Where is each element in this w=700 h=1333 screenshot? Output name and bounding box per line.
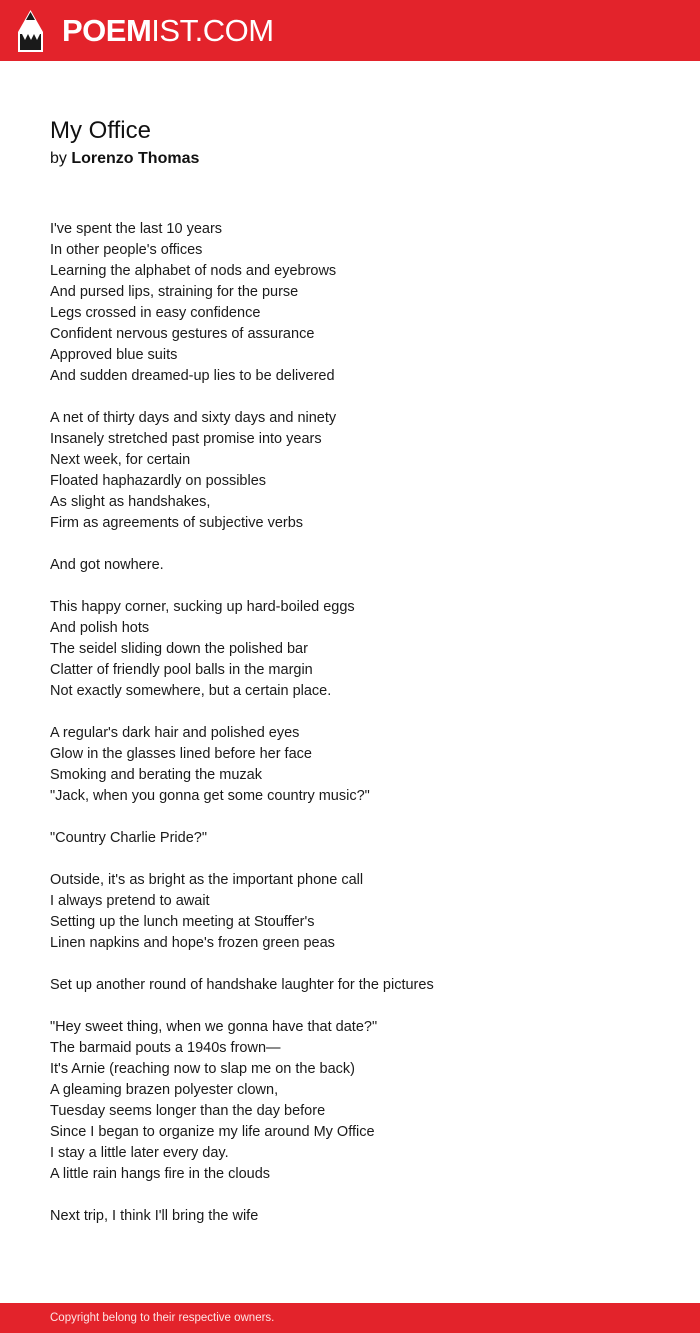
poem-line: Confident nervous gestures of assurance [50,326,315,342]
poem-line: "Country Charlie Pride?" [50,830,207,846]
by-label: by [50,150,67,167]
poem-line: The seidel sliding down the polished bar [50,641,308,657]
author-name: Lorenzo Thomas [71,150,200,167]
poem-line: Floated haphazardly on possibles [50,473,267,489]
poem-line: "Hey sweet thing, when we gonna have that date?" [50,1019,378,1035]
poem-line: This happy corner, sucking up hard-boiled eggs [50,599,355,615]
poem-line: Firm as agreements of subjective verbs [50,515,304,531]
stanza-break [50,702,650,723]
stanza-break [50,954,650,975]
poem-line: A net of thirty days and sixty days and ninety [50,410,337,426]
stanza-break [50,387,650,408]
poem-body [50,219,650,1227]
poem-line: A regular's dark hair and polished eyes [50,725,300,741]
stanza-break [50,807,650,828]
poem-line: Linen napkins and hope's frozen green peas [50,935,335,951]
poem-line: I've spent the last 10 years [50,221,223,237]
poem-line: Setting up the lunch meeting at Stouffer's [50,914,315,930]
logo-bold-text: POEM [62,13,152,48]
poem-line: I stay a little later every day. [50,1145,229,1161]
stanza-break [50,534,650,555]
poem-line: Not exactly somewhere, but a certain place. [50,683,332,699]
poem-line: Outside, it's as bright as the important phone call [50,872,364,888]
poem-line: The barmaid pouts a 1940s frown— [50,1040,281,1056]
poem-line: Next week, for certain [50,452,191,468]
site-header [0,0,700,61]
poem-line: And sudden dreamed-up lies to be delivered [50,368,335,384]
poem-line: And pursed lips, straining for the purse [50,284,299,300]
poem-line: Since I began to organize my life around My Office [50,1124,375,1140]
poem-line: Tuesday seems longer than the day before [50,1103,326,1119]
poem-line: A little rain hangs fire in the clouds [50,1166,271,1182]
site-footer [0,1303,700,1333]
site-logo[interactable] [62,12,274,50]
poem-line: Insanely stretched past promise into years [50,431,322,447]
poem-title: My Office [50,117,151,144]
poem-line: A gleaming brazen polyester clown, [50,1082,279,1098]
stanza-break [50,996,650,1017]
stanza-break [50,849,650,870]
poem-line: Smoking and berating the muzak [50,767,262,783]
pencil-tip-icon[interactable] [18,10,43,52]
poem-line: Glow in the glasses lined before her face [50,746,312,762]
poem-line: It's Arnie (reaching now to slap me on the back) [50,1061,356,1077]
logo-rest-text: IST.COM [151,13,274,48]
poem-line: Approved blue suits [50,347,178,363]
copyright-text: Copyright belong to their respective owners. [50,1312,275,1324]
poem-line: I always pretend to await [50,893,210,909]
poem-line: "Jack, when you gonna get some country music?" [50,788,370,804]
poem-line: Next trip, I think I'll bring the wife [50,1208,259,1224]
poem-line: Clatter of friendly pool balls in the margin [50,662,313,678]
poem-line: And polish hots [50,620,150,636]
byline [50,148,199,170]
poem-line: Set up another round of handshake laughter for the pictures [50,977,434,993]
stanza-break [50,576,650,597]
poem-line: As slight as handshakes, [50,494,211,510]
stanza-break [50,1185,650,1206]
poem-line: Legs crossed in easy confidence [50,305,261,321]
poem-line: In other people's offices [50,242,203,258]
poem-line: And got nowhere. [50,557,164,573]
poem-line: Learning the alphabet of nods and eyebrows [50,263,337,279]
